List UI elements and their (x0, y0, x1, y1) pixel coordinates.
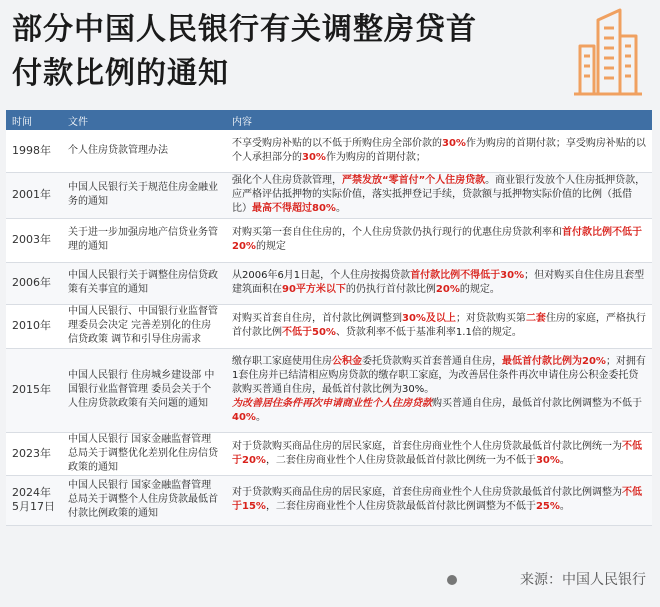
table-row (6, 218, 652, 262)
table-row (6, 304, 652, 348)
highlight-text: 最低首付款比例为20% (502, 356, 606, 367)
highlight-text: 不低于20% (232, 440, 642, 466)
row-year: 1998年 (6, 130, 62, 172)
row-document: 中国人民银行 住房城乡建设部 中国银行业监督管理 委员会关于个人住房贷款政策有关问题的通知 (62, 348, 226, 432)
content-text: ；对拥有1套住房并已结清相应购房贷款的缴存职工家庭，为改善居住条件再次申请住房公积金委托贷款购买普通自住房，最低首付款比例为30%。 (232, 356, 646, 395)
content-text: 。 (335, 203, 346, 214)
highlight-text: 二套 (525, 313, 546, 324)
row-document: 中国人民银行、中国银行业监督管理委员会决定 完善差别化的住房信贷政策 调节和引导住房需求 (62, 304, 226, 348)
row-content (226, 130, 652, 172)
content-text: ，二套住房商业性个人住房贷款最低首付款比例调整为不低于 (265, 501, 536, 512)
highlight-text: 30% (302, 151, 326, 163)
row-year: 2010年 (6, 304, 62, 348)
highlight-text: 严禁发放“零首付”个人住房贷款 (342, 175, 486, 186)
title-line-2: 付款比例的通知 (12, 56, 229, 91)
highlight-text: 公积金 (332, 356, 362, 367)
content-text: 。 (255, 412, 266, 423)
content-text: 强化个人住房贷款管理， (232, 175, 342, 186)
content-text: 缴存职工家庭使用住房 (232, 356, 332, 367)
content-text: 、贷款利率不低于基准利率1.1倍的规定。 (335, 327, 522, 338)
highlight-text: 30%及以上 (402, 313, 456, 324)
row-year: 2001年 (6, 172, 62, 218)
title-line-1: 部分中国人民银行有关调整房贷首 (12, 12, 477, 47)
row-content (226, 262, 652, 304)
content-text: ；对贷款购买第 (455, 313, 526, 324)
content-text: 的规定 (255, 241, 286, 252)
highlight-text: 40% (232, 412, 256, 423)
content-text: 住房的家庭，严格执行首付款比例 (232, 313, 646, 338)
row-year: 2024年5月17日 (6, 475, 62, 525)
highlight-text: 首付款比例不低于20% (232, 227, 642, 252)
highlight-text: 30% (442, 137, 466, 149)
highlight-text: 最高不得超过80% (252, 203, 336, 214)
highlight-text: 首付款比例不得低于30% (410, 270, 525, 281)
content-text: 的规定。 (459, 284, 500, 295)
table-row (6, 130, 652, 172)
content-text: 作为购房的首期付款；享受购房补贴的以个人承担部分的 (232, 137, 646, 163)
row-content (226, 304, 652, 348)
content-text: 。商业银行发放个人住房抵押贷款，应严格评估抵押物的实际价值，落实抵押登记手续，贷款额与抵押物实际价值的比例（抵借比） (232, 175, 646, 214)
highlight-text: 为改善居住条件再次申请商业性个人住房贷款 (232, 398, 432, 409)
row-content (226, 432, 652, 475)
dot-icon (447, 575, 457, 585)
row-content (226, 475, 652, 525)
row-document: 中国人民银行 国家金融监督管理总局关于调整优化差别化住房信贷政策的通知 (62, 432, 226, 475)
table-header-row (6, 110, 652, 130)
table-row (6, 172, 652, 218)
content-text: 购买普通自住房，最低首付款比例调整为不低于 (432, 398, 642, 409)
row-content (226, 218, 652, 262)
table-row (6, 262, 652, 304)
table-row (6, 348, 652, 432)
table-row (6, 475, 652, 525)
content-text: 对购买首套自住房，首付款比例调整到 (232, 313, 402, 324)
content-text: 对于贷款购买商品住房的居民家庭，首套住房商业性个人住房贷款最低首付款比例调整为 (232, 487, 622, 498)
row-content (226, 172, 652, 218)
row-year: 2023年 (6, 432, 62, 475)
header-doc: 文件 (62, 110, 226, 130)
content-text: 不享受购房补贴的以不低于所购住房全部价款的 (232, 137, 442, 149)
row-year: 2003年 (6, 218, 62, 262)
highlight-text: 不低于15% (232, 487, 642, 512)
highlight-text: 30% (535, 454, 560, 466)
row-document: 中国人民银行 国家金融监督管理总局关于调整个人住房贷款最低首付款比例政策的通知 (62, 475, 226, 525)
content-text: ；但对购买自住住房且套型建筑面积在 (232, 270, 645, 295)
policy-table (6, 110, 652, 526)
source-note: 来源：中国人民银行 (520, 572, 646, 588)
row-year: 2015年 (6, 348, 62, 432)
content-text: 。 (559, 454, 570, 466)
buildings-icon (572, 6, 644, 96)
row-document: 中国人民银行关于调整住房信贷政策有关事宜的通知 (62, 262, 226, 304)
highlight-text: 25% (535, 501, 560, 512)
content-text: 对购买第一套自住住房的，个人住房贷款仍执行现行的优惠住房贷款利率和 (232, 227, 562, 238)
row-document: 关于进一步加强房地产信贷业务管理的通知 (62, 218, 226, 262)
highlight-text: 不低于50% (282, 327, 336, 338)
highlight-text: 20% (435, 284, 460, 295)
content-text: 从2006年6月1日起，个人住房按揭贷款 (232, 270, 411, 281)
content-text: 。 (559, 501, 570, 512)
row-document: 中国人民银行关于规范住房金融业务的通知 (62, 172, 226, 218)
table-row (6, 432, 652, 475)
content-text: 委托贷款购买首套普通自住房， (362, 356, 502, 367)
highlight-text: 90平方米以下 (282, 284, 346, 295)
row-year: 2006年 (6, 262, 62, 304)
row-content (226, 348, 652, 432)
page-title (12, 8, 552, 96)
content-text: ，二套住房商业性个人住房贷款最低首付款比例统一为不低于 (265, 454, 536, 466)
header-time: 时间 (6, 110, 62, 130)
content-text: 的仍执行首付款比例 (345, 284, 436, 295)
row-document: 个人住房贷款管理办法 (62, 130, 226, 172)
header-content: 内容 (226, 110, 652, 130)
content-text: 作为购房的首期付款； (325, 151, 426, 163)
content-text: 对于贷款购买商品住房的居民家庭，首套住房商业性个人住房贷款最低首付款比例统一为 (232, 440, 622, 452)
